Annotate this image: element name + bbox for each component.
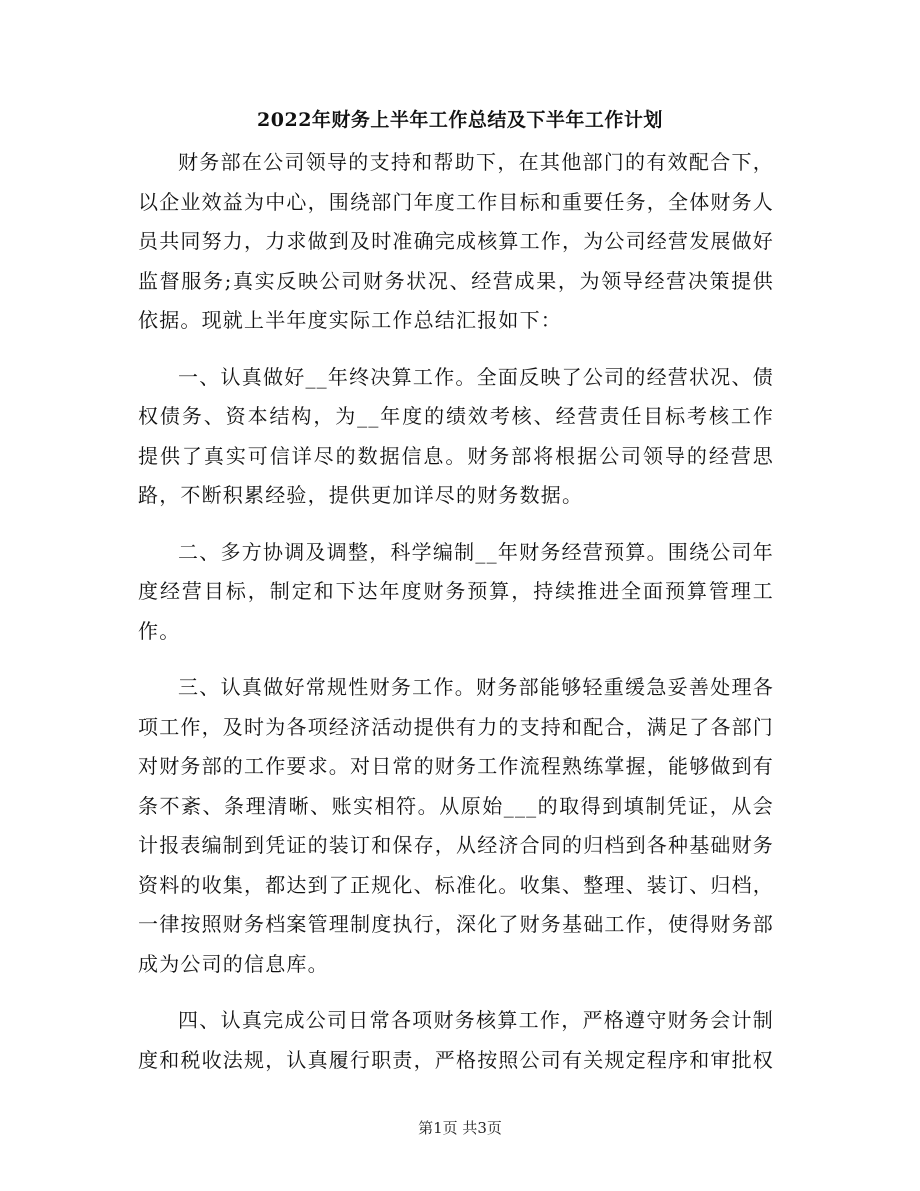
paragraph-intro: 财务部在公司领导的支持和帮助下，在其他部门的有效配合下，以企业效益为中心，围绕部门年度工作目标和重要任务，全体财务人员共同努力，力求做到及时准确完成核算工作，为公司经营发展做好监督服务;真实反映公司财务状况、经营成果，为领导经营决策提供依据。现就上半年度实际工作总结汇报如下：: [138, 150, 774, 332]
document-title: 2022年财务上半年工作总结及下半年工作计划: [257, 109, 663, 131]
document-body: [138, 143, 774, 1097]
paragraph-section-3: 三、认真做好常规性财务工作。财务部能够轻重缓急妥善处理各项工作，及时为各项经济活动提供有力的支持和配合，满足了各部门对财务部的工作要求。对日常的财务工作流程熟练掌握，能够做到有条不紊、条理清晰、账实相符。从原始___的取得到填制凭证，从会计报表编制到凭证的装订和保存，从经济合同的归档到各种基础财务资料的收集，都达到了正规化、标准化。收集、整理、装订、归档，一律按照财务档案管理制度执行，深化了财务基础工作，使得财务部成为公司的信息库。: [138, 675, 774, 976]
paragraph-section-4: 四、认真完成公司日常各项财务核算工作，严格遵守财务会计制度和税收法规，认真履行职责，严格按照公司有关规定程序和审批权: [138, 1008, 774, 1072]
paragraph-section-2: 二、多方协调及调整，科学编制__年财务经营预算。围绕公司年度经营目标，制定和下达年度财务预算，持续推进全面预算管理工作。: [138, 539, 774, 643]
page-number-footer: 第1页 共3页: [418, 1119, 502, 1137]
paragraph-section-1: 一、认真做好__年终决算工作。全面反映了公司的经营状况、债权债务、资本结构，为__年度的绩效考核、经营责任目标考核工作提供了真实可信详尽的数据信息。财务部将根据公司领导的经营思路，不断积累经验，提供更加详尽的财务数据。: [138, 364, 774, 507]
